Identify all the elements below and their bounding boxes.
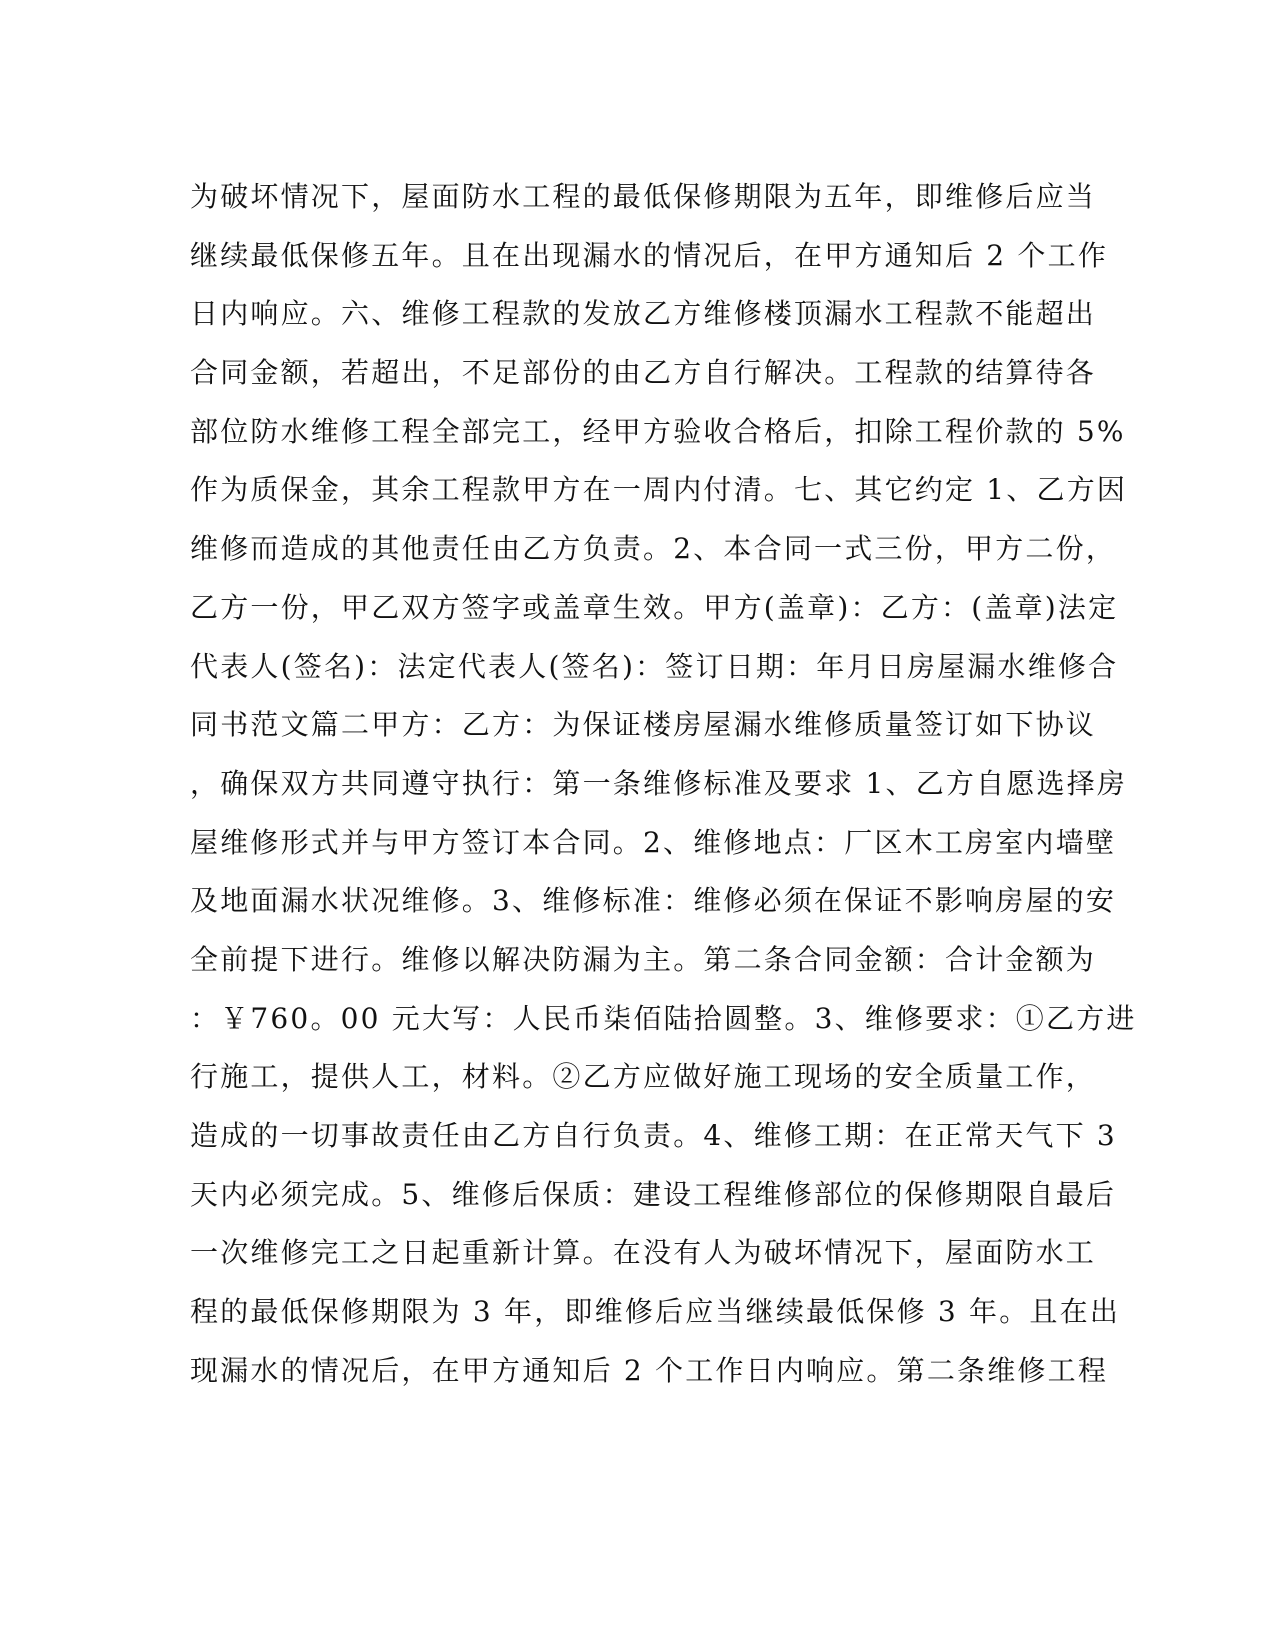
text-line: 行施工，提供人工，材料。②乙方应做好施工现场的安全质量工作， bbox=[190, 1060, 1097, 1094]
text-line: 代表人(签名)：法定代表人(签名)：签订日期：年月日房屋漏水维修合 bbox=[190, 649, 1119, 683]
body-text bbox=[190, 168, 1137, 1400]
text-line: 乙方一份，甲乙双方签字或盖章生效。甲方(盖章)：乙方：(盖章)法定 bbox=[190, 590, 1119, 624]
text-line: 全前提下进行。维修以解决防漏为主。第二条合同金额：合计金额为 bbox=[190, 942, 1097, 976]
text-line: 部位防水维修工程全部完工，经甲方验收合格后，扣除工程价款的 5% bbox=[190, 414, 1126, 448]
text-line: 造成的一切事故责任由乙方自行负责。4、维修工期：在正常天气下 3 bbox=[190, 1119, 1117, 1152]
text-line: 现漏水的情况后，在甲方通知后 2 个工作日内响应。第二条维修工程 bbox=[190, 1353, 1109, 1387]
text-line: 天内必须完成。5、维修后保质：建设工程维修部位的保修期限自最后 bbox=[190, 1177, 1117, 1211]
text-line: 为破坏情况下，屋面防水工程的最低保修期限为五年，即维修后应当 bbox=[190, 180, 1097, 213]
text-line: 作为质保金，其余工程款甲方在一周内付清。七、其它约定 1、乙方因 bbox=[190, 473, 1128, 507]
text-line: ：￥760。00 元大写：人民币柒佰陆拾圆整。3、维修要求：①乙方进 bbox=[190, 1001, 1137, 1035]
text-line: 同书范文篇二甲方：乙方：为保证楼房屋漏水维修质量签订如下协议 bbox=[190, 708, 1097, 742]
text-line: ，确保双方共同遵守执行：第一条维修标准及要求 1、乙方自愿选择房 bbox=[190, 766, 1128, 800]
text-line: 日内响应。六、维修工程款的发放乙方维修楼顶漏水工程款不能超出 bbox=[190, 297, 1097, 331]
text-line: 继续最低保修五年。且在出现漏水的情况后，在甲方通知后 2 个工作 bbox=[190, 238, 1109, 272]
text-line: 程的最低保修期限为 3 年，即维修后应当继续最低保修 3 年。且在出 bbox=[190, 1295, 1121, 1329]
text-line: 维修而造成的其他责任由乙方负责。2、本合同一式三份，甲方二份， bbox=[190, 532, 1117, 566]
text-line: 屋维修形式并与甲方签订本合同。2、维修地点：厂区木工房室内墙壁 bbox=[190, 825, 1117, 859]
text-line: 一次维修完工之日起重新计算。在没有人为破坏情况下，屋面防水工 bbox=[190, 1236, 1097, 1270]
text-line: 及地面漏水状况维修。3、维修标准：维修必须在保证不影响房屋的安 bbox=[190, 884, 1117, 918]
text-line: 合同金额，若超出，不足部份的由乙方自行解决。工程款的结算待各 bbox=[190, 356, 1097, 390]
